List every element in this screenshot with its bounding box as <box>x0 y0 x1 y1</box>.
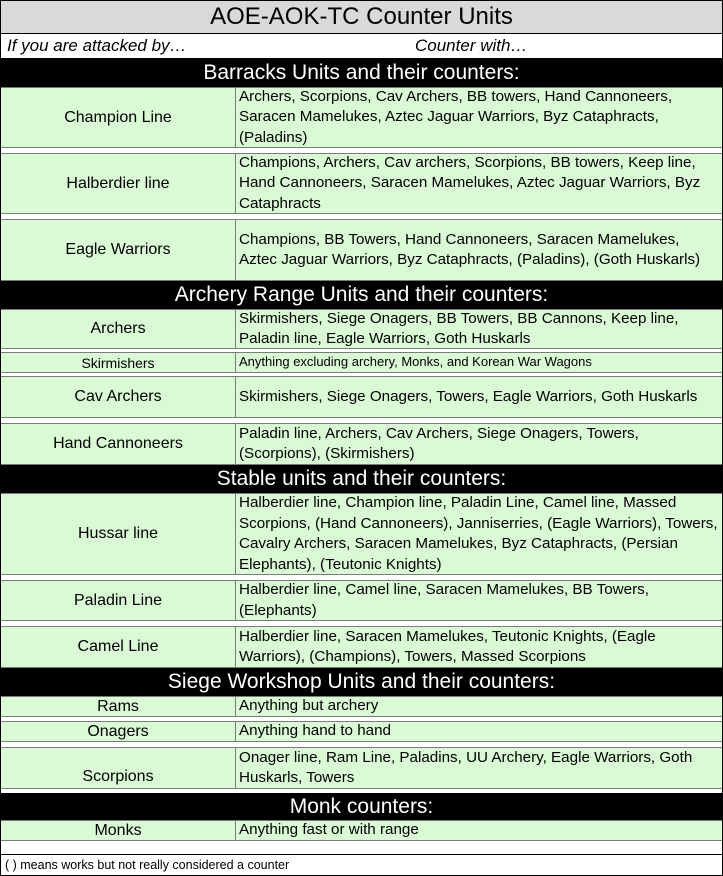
counter-cell: Anything but archery <box>239 697 379 715</box>
sheet-title: AOE-AOK-TC Counter Units <box>1 1 722 34</box>
table-row <box>1 153 722 214</box>
counter-cell: Halberdier line, Camel line, Saracen Mamelukes, BB Towers, (Elephants) <box>239 581 649 619</box>
unit-cell: Halberdier line <box>1 154 236 213</box>
unit-cell: Rams <box>1 697 236 716</box>
table-row <box>1 747 722 789</box>
counter-cell: Champions, Archers, Cav archers, Scorpions, BB towers, Keep line, Hand Cannoneers, Saracen Mamelukes, Aztec Jaguar Warriors, Byz Cataphracts <box>239 153 701 212</box>
table-row <box>1 721 722 742</box>
table-row <box>1 309 722 349</box>
unit-cell: Skirmishers <box>1 353 236 372</box>
unit-cell: Champion Line <box>1 88 236 147</box>
counter-cell: Archers, Scorpions, Cav Archers, BB towers, Hand Cannoneers, Saracen Mamelukes, Aztec Jaguar Warriors, Byz Cataphracts, (Paladins) <box>239 87 673 146</box>
table-row <box>1 820 722 841</box>
counter-cell: Anything excluding archery, Monks, and Korean War Wagons <box>239 354 592 370</box>
section-siege-title: Siege Workshop Units and their counters: <box>1 668 722 696</box>
counter-cell: Skirmishers, Siege Onagers, BB Towers, BB Cannons, Keep line, Paladin line, Eagle Warriors, Goth Huskarls <box>239 309 679 347</box>
section-stable-title: Stable units and their counters: <box>1 465 722 493</box>
section-monk-title: Monk counters: <box>1 793 722 820</box>
counter-cell: Skirmishers, Siege Onagers, Towers, Eagle Warriors, Goth Huskarls <box>239 387 698 405</box>
table-row <box>1 87 722 148</box>
unit-cell: Camel Line <box>1 627 236 667</box>
table-row <box>1 626 722 668</box>
attacked-by-label: If you are attacked by… <box>7 36 187 55</box>
unit-cell: Archers <box>1 310 236 348</box>
column-labels <box>1 34 722 59</box>
unit-cell: Monks <box>1 821 236 840</box>
table-row <box>1 376 722 418</box>
counter-with-label: Counter with… <box>415 36 528 55</box>
unit-cell: Scorpions <box>1 748 236 788</box>
counter-cell: Halberdier line, Saracen Mamelukes, Teutonic Knights, (Eagle Warriors), (Champions), Towers, Massed Scorpions <box>239 627 656 665</box>
counter-cell: Anything fast or with range <box>239 821 419 839</box>
section-archery-title: Archery Range Units and their counters: <box>1 281 722 309</box>
unit-cell: Cav Archers <box>1 377 236 417</box>
section-barracks-title: Barracks Units and their counters: <box>1 59 722 87</box>
counter-cell: Champions, BB Towers, Hand Cannoneers, Saracen Mamelukes, Aztec Jaguar Warriors, Byz Cataphracts, (Paladins), (Goth Huskarls) <box>239 230 701 268</box>
counter-cell: Paladin line, Archers, Cav Archers, Siege Onagers, Towers, (Scorpions), (Skirmishers) <box>239 424 639 462</box>
unit-cell: Paladin Line <box>1 581 236 620</box>
footer-note: ( ) means works but not really considered a counter <box>1 854 722 875</box>
unit-cell: Onagers <box>1 722 236 741</box>
table-row <box>1 580 722 621</box>
counter-cell: Anything hand to hand <box>239 722 392 740</box>
counter-cell: Onager line, Ram Line, Paladins, UU Archery, Eagle Warriors, Goth Huskarls, Towers <box>239 748 693 786</box>
table-row <box>1 493 722 575</box>
counter-cell: Halberdier line, Champion line, Paladin Line, Camel line, Massed Scorpions, (Hand Cannoneers), Janniserries, (Eagle Warriors), Towers, Cavalry Archers, Saracen Mamelukes, Byz Cataphracts, (Persian Elephants), (Teutonic Knights) <box>239 494 718 573</box>
table-row <box>1 352 722 373</box>
unit-cell: Hussar line <box>1 494 236 574</box>
table-row <box>1 696 722 717</box>
table-row <box>1 219 722 281</box>
table-row <box>1 423 722 465</box>
unit-cell: Eagle Warriors <box>1 220 236 280</box>
unit-cell: Hand Cannoneers <box>1 424 236 464</box>
